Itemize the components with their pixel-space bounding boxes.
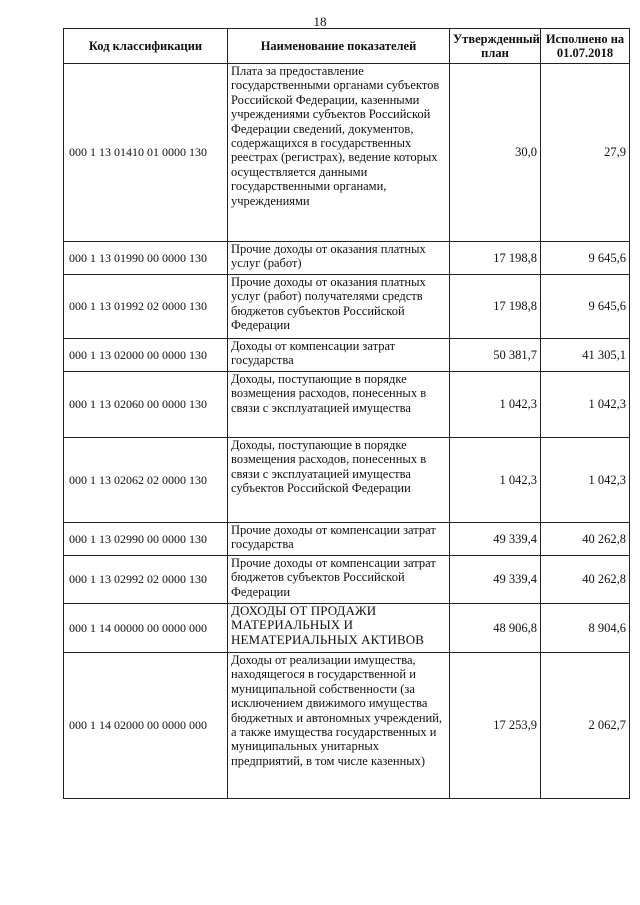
row-done: 27,9	[541, 64, 630, 242]
row-name: Прочие доходы от оказания платных услуг (работ)	[228, 242, 450, 275]
row-name: Доходы, поступающие в порядке возмещения расходов, понесенных в связи с эксплуатацией имущества	[228, 372, 450, 438]
row-code: 000 1 14 02000 00 0000 000	[64, 653, 228, 799]
row-plan: 17 198,8	[450, 275, 541, 339]
table-row	[64, 556, 630, 604]
row-plan: 17 253,9	[450, 653, 541, 799]
row-done: 41 305,1	[541, 339, 630, 372]
row-code: 000 1 13 02000 00 0000 130	[64, 339, 228, 372]
row-name: Прочие доходы от компенсации затрат государства	[228, 523, 450, 556]
row-plan: 1 042,3	[450, 438, 541, 523]
row-done: 9 645,6	[541, 275, 630, 339]
row-done: 2 062,7	[541, 653, 630, 799]
row-code: 000 1 13 01992 02 0000 130	[64, 275, 228, 339]
table-row	[64, 64, 630, 242]
row-name: Прочие доходы от компенсации затрат бюджетов субъектов Российской Федерации	[228, 556, 450, 604]
row-done: 40 262,8	[541, 556, 630, 604]
row-plan: 48 906,8	[450, 604, 541, 653]
table-row	[64, 275, 630, 339]
row-name: ДОХОДЫ ОТ ПРОДАЖИ МАТЕРИАЛЬНЫХ И НЕМАТЕРИАЛЬНЫХ АКТИВОВ	[228, 604, 450, 653]
row-code: 000 1 13 02992 02 0000 130	[64, 556, 228, 604]
row-code: 000 1 13 01990 00 0000 130	[64, 242, 228, 275]
table-row	[64, 438, 630, 523]
row-plan: 49 339,4	[450, 556, 541, 604]
row-code: 000 1 14 00000 00 0000 000	[64, 604, 228, 653]
row-plan: 49 339,4	[450, 523, 541, 556]
table-header-row	[64, 29, 630, 64]
row-plan: 1 042,3	[450, 372, 541, 438]
table-row	[64, 604, 630, 653]
row-name: Плата за предоставление государственными органами субъектов Российской Федерации, казенными учреждениями субъектов Российской Федерации сведений, документов, содержащихся в государственных реестрах (регистрах), ведение которых осуществляется данными государственными органами, учреждениями	[228, 64, 450, 242]
table-row	[64, 242, 630, 275]
row-code: 000 1 13 01410 01 0000 130	[64, 64, 228, 242]
row-code: 000 1 13 02060 00 0000 130	[64, 372, 228, 438]
page-number: 18	[313, 14, 327, 29]
row-done: 1 042,3	[541, 438, 630, 523]
row-plan: 30,0	[450, 64, 541, 242]
table-row	[64, 372, 630, 438]
table-row	[64, 653, 630, 799]
row-name: Прочие доходы от оказания платных услуг (работ) получателями средств бюджетов субъектов Российской Федерации	[228, 275, 450, 339]
row-plan: 50 381,7	[450, 339, 541, 372]
row-done: 40 262,8	[541, 523, 630, 556]
row-plan: 17 198,8	[450, 242, 541, 275]
row-done: 1 042,3	[541, 372, 630, 438]
row-name: Доходы, поступающие в порядке возмещения расходов, понесенных в связи с эксплуатацией имущества субъектов Российской Федерации	[228, 438, 450, 523]
revenue-table	[63, 28, 630, 799]
row-name: Доходы от реализации имущества, находящегося в государственной и муниципальной собственности (за исключением движимого имущества бюджетных и автономных учреждений, а также имущества государственных и муниципальных унитарных предприятий, в том числе казенных)	[228, 653, 450, 799]
row-name: Доходы от компенсации затрат государства	[228, 339, 450, 372]
row-code: 000 1 13 02990 00 0000 130	[64, 523, 228, 556]
header-code: Код классификации	[64, 29, 228, 64]
row-done: 8 904,6	[541, 604, 630, 653]
header-done: Исполнено на 01.07.2018	[541, 29, 630, 64]
table-row	[64, 523, 630, 556]
table-row	[64, 339, 630, 372]
header-name: Наименование показателей	[228, 29, 450, 64]
row-done: 9 645,6	[541, 242, 630, 275]
row-code: 000 1 13 02062 02 0000 130	[64, 438, 228, 523]
header-plan: Утвержденный план	[450, 29, 541, 64]
